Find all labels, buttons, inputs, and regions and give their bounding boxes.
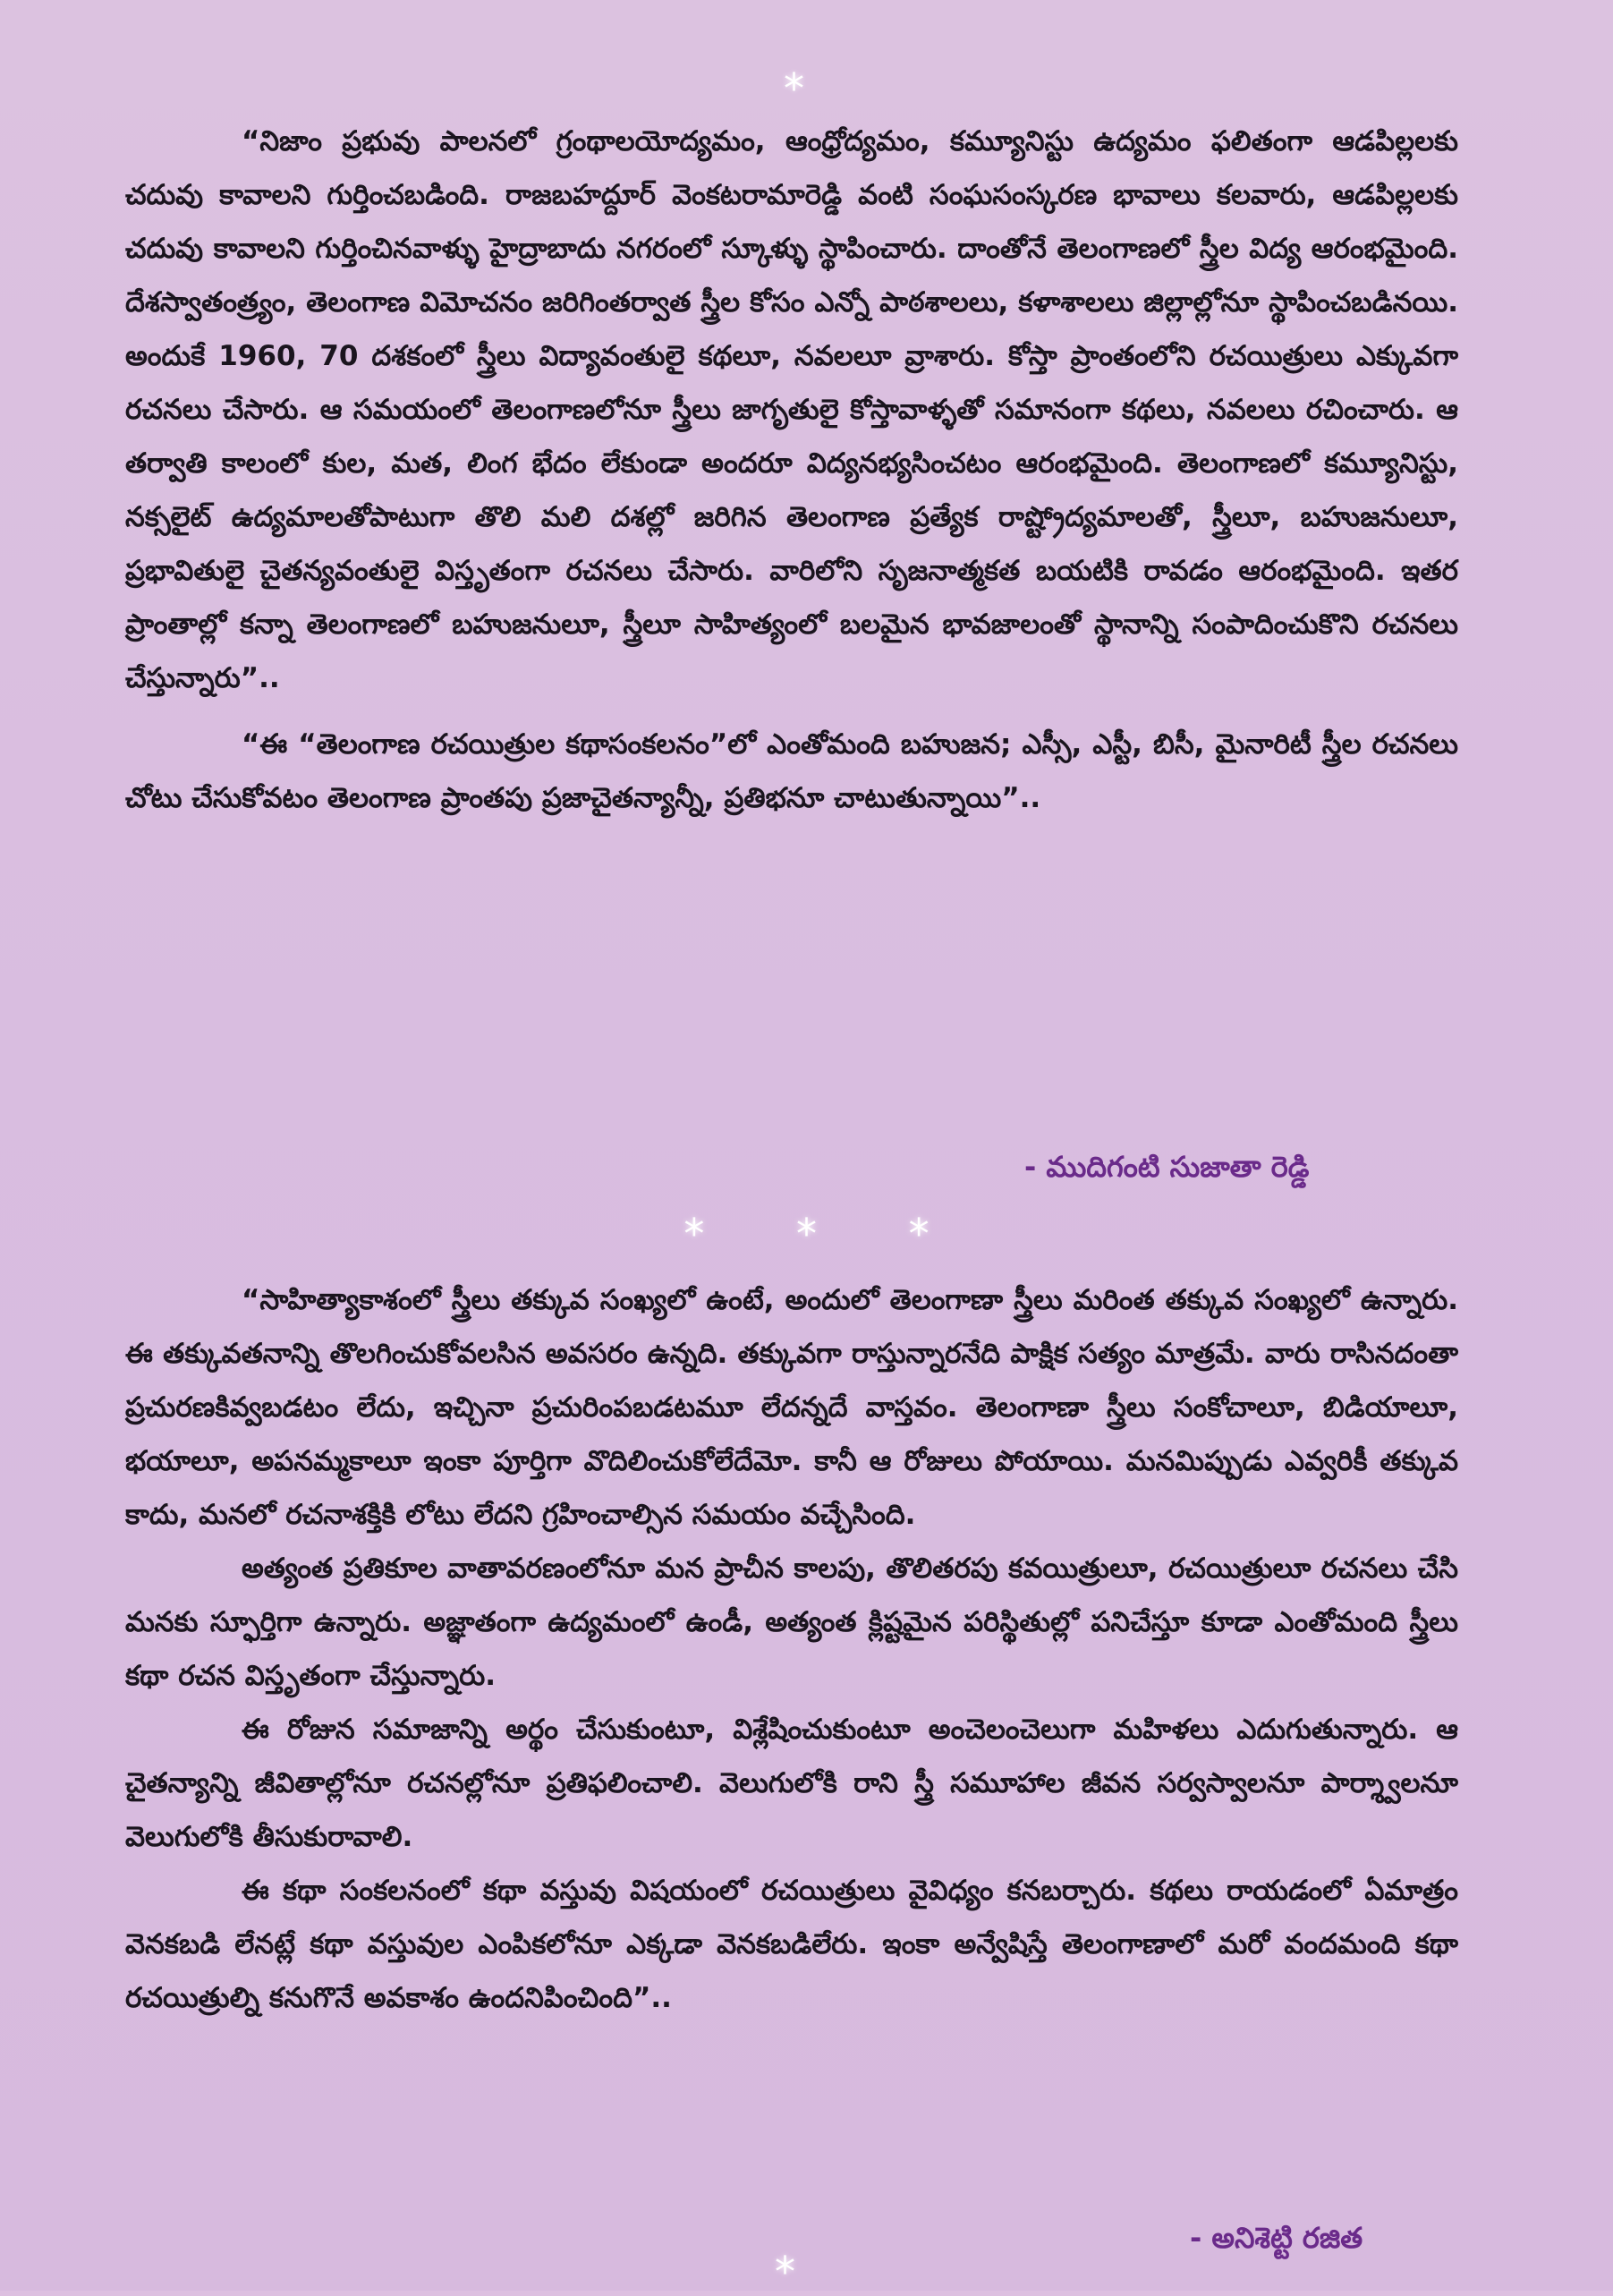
section-1-quote-paragraph: “నిజాం ప్రభువు పాలనలో గ్రంథాలయోద్యమం, ఆంధ్రోద్యమం, కమ్యూనిస్టు ఉద్యమం ఫలితంగా ఆడపిల్లలకు చదువు కావాలని గుర్తించబడింది. రాజబహద్దూర్ వెంకటరామారెడ్డి వంటి సంఘసంస్కరణ భావాలు కలవారు, ఆడపిల్లలకు చదువు కావాలని గుర్తించినవాళ్ళు హైద్రాబాదు నగరంలో స్కూళ్ళు స్థాపించారు. దాంతోనే తెలంగాణలో స్త్రీల విద్య ఆరంభమైంది. దేశస్వాతంత్ర్యం, తెలంగాణ విమోచనం జరిగింతర్వాత స్త్రీల కోసం ఎన్నో పాఠశాలలు, కళాశాలలు జిల్లాల్లోనూ స్థాపించబడినయి. అందుకే 1960, 70 దశకంలో స్త్రీలు విద్యావంతులై కథలూ, నవలలూ వ్రాశారు. కోస్తా ప్రాంతంలోని రచయిత్రులు ఎక్కువగా రచనలు చేసారు. ఆ సమయంలో తెలంగాణలోనూ స్త్రీలు జాగృతులై కోస్తావాళ్ళతో సమానంగా కథలు, నవలలు రచించారు. ఆ తర్వాతి కాలంలో కుల, మత, లింగ భేదం లేకుండా అందరూ విద్యనభ్యసించటం ఆరంభమైంది. తెలంగాణలో కమ్యూనిస్టు, నక్సలైట్ ఉద్యమాలతోపాటుగా తొలి మలి దశల్లో జరిగిన తెలంగాణ ప్రత్యేక రాష్ట్రోద్యమాలతో, స్త్రీలూ, బహుజనులూ, ప్రభావితులై చైతన్యవంతులై విస్తృతంగా రచనలు చేసారు. వారిలోని సృజనాత్మకత బయటికి రావడం ఆరంభమైంది. ఇతర ప్రాంతాల్లో కన్నా తెలంగాణలో బహుజనులూ, స్త్రీలూ సాహిత్యంలో బలమైన భావజాలంతో స్థానాన్ని సంపాదించుకొని రచనలు చేస్తున్నారు”.. bbox=[125, 125, 1458, 694]
section-2 bbox=[125, 1273, 1458, 2025]
signature-anisetti-rajitha: - అనిశెట్టి రజిత bbox=[1190, 2221, 1363, 2255]
section-separator-stars: * * * bbox=[683, 1210, 969, 1258]
section-1 bbox=[125, 115, 1458, 825]
section-2-paragraph-3: ఈ రోజున సమాజాన్ని అర్థం చేసుకుంటూ, విశ్లేషించుకుంటూ అంచెలంచెలుగా మహిళలు ఎదుగుతున్నారు. ఆ చైతన్యాన్ని జీవితాల్లోనూ రచనల్లోనూ ప్రతిఫలించాలి. వెలుగులోకి రాని స్త్రీ సమూహాల జీవన సర్వస్వాలనూ పార్శ్వాలనూ వెలుగులోకి తీసుకురావాలి. bbox=[125, 1713, 1458, 1853]
section-2-paragraph-2: అత్యంత ప్రతికూల వాతావరణంలోనూ మన ప్రాచీన కాలపు, తొలితరపు కవయిత్రులూ, రచయిత్రులూ రచనలు చేసి మనకు స్ఫూర్తిగా ఉన్నారు. అజ్ఞాతంగా ఉద్యమంలో ఉండీ, అత్యంత క్లిష్టమైన పరిస్థితుల్లో పనిచేస్తూ కూడా ఎంతోమంది స్త్రీలు కథా రచన విస్తృతంగా చేస్తున్నారు. bbox=[125, 1552, 1458, 1692]
signature-sujatha-reddy: - ముదిగంటి సుజాతా రెడ్డి bbox=[1024, 1150, 1310, 1184]
bottom-star-ornament: * bbox=[775, 2248, 795, 2296]
top-star-ornament: * bbox=[784, 64, 804, 113]
section-2-paragraph-4: ఈ కథా సంకలనంలో కథా వస్తువు విషయంలో రచయిత్రులు వైవిధ్యం కనబర్చారు. కథలు రాయడంలో ఏమాత్రం వెనకబడి లేనట్లే కథా వస్తువుల ఎంపికలోనూ ఎక్కడా వెనకబడిలేరు. ఇంకా అన్వేషిస్తే తెలంగాణాలో మరో వందమంది కథా రచయిత్రుల్ని కనుగొనే అవకాశం ఉందనిపించింది”.. bbox=[125, 1875, 1458, 2014]
section-2-paragraph-1: “సాహిత్యాకాశంలో స్త్రీలు తక్కువ సంఖ్యలో ఉంటే, అందులో తెలంగాణా స్త్రీలు మరింత తక్కువ సంఖ్యలో ఉన్నారు. ఈ తక్కువతనాన్ని తొలగించుకోవలసిన అవసరం ఉన్నది. తక్కువగా రాస్తున్నారనేది పాక్షిక సత్యం మాత్రమే. వారు రాసినదంతా ప్రచురణకివ్వబడటం లేదు, ఇచ్చినా ప్రచురింపబడటమూ లేదన్నదే వాస్తవం. తెలంగాణా స్త్రీలు సంకోచాలూ, బిడియాలూ, భయాలూ, అపనమ్మకాలూ ఇంకా పూర్తిగా వొదిలించుకోలేదేమో. కానీ ఆ రోజులు పోయాయి. మనమిప్పుడు ఎవ్వరికీ తక్కువ కాదు, మనలో రచనాశక్తికి లోటు లేదని గ్రహించాల్సిన సమయం వచ్చేసింది. bbox=[125, 1284, 1458, 1531]
section-1-closing-paragraph: “ఈ “తెలంగాణ రచయిత్రుల కథాసంకలనం”లో ఎంతోమంది బహుజన; ఎస్సీ, ఎస్టీ, బిసీ, మైనారిటీ స్త్రీల రచనలు చోటు చేసుకోవటం తెలంగాణ ప్రాంతపు ప్రజాచైతన్యాన్నీ, ప్రతిభనూ చాటుతున్నాయి”.. bbox=[125, 728, 1458, 814]
